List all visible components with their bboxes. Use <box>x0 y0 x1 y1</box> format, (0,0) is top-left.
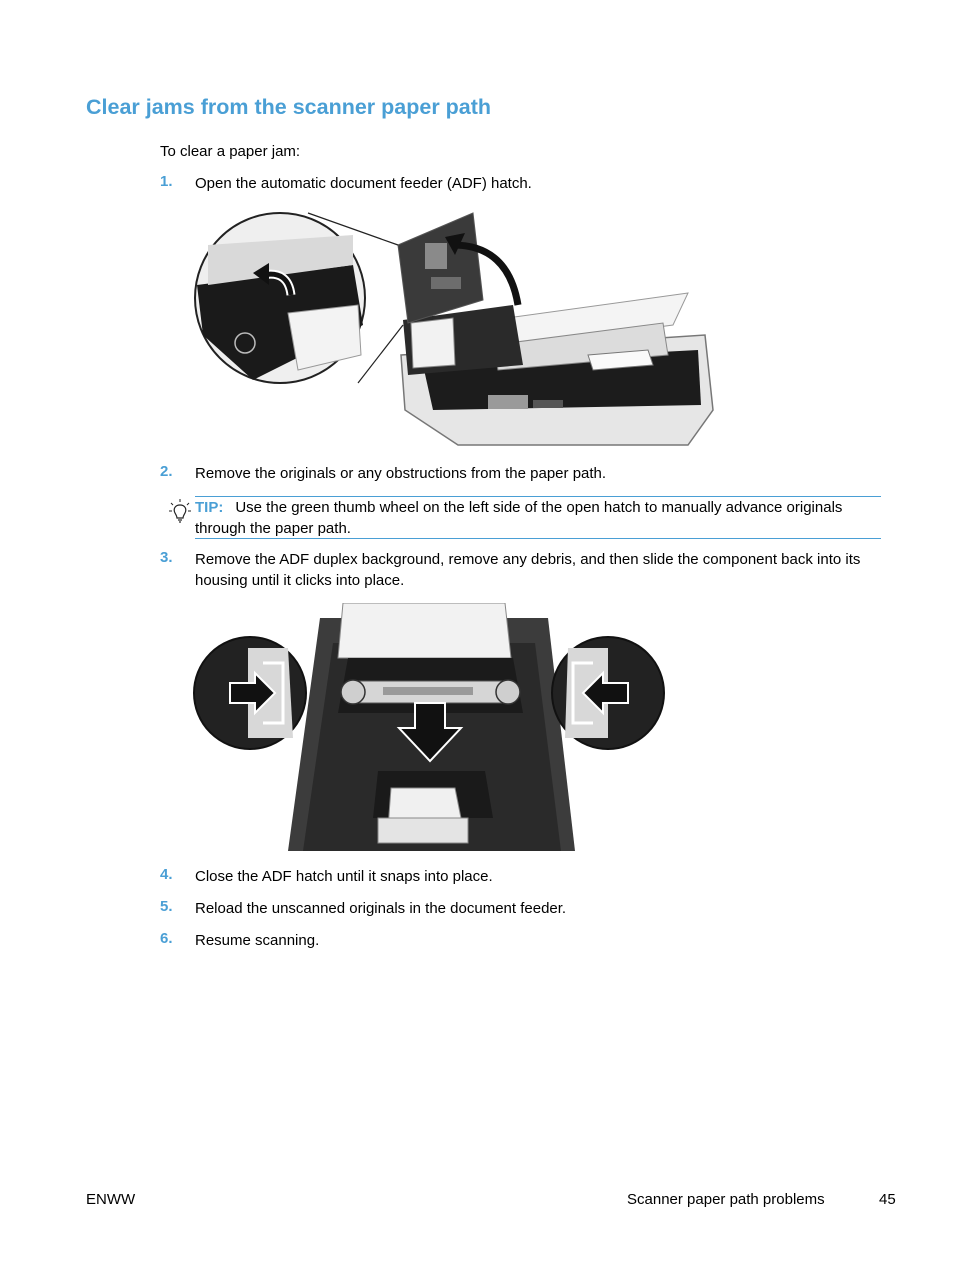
footer-section: Scanner paper path problems <box>627 1191 825 1208</box>
figure-adf-hatch-open <box>193 205 715 451</box>
step-3-text: Remove the ADF duplex background, remove any debris, and then slide the component back into its housing until it clicks into place. <box>195 551 861 589</box>
page-number: 45 <box>879 1191 896 1208</box>
step-2-number: 2. <box>160 463 173 480</box>
step-2-text: Remove the originals or any obstructions from the paper path. <box>195 465 607 482</box>
step-3-number: 3. <box>160 549 173 566</box>
tip-callout <box>195 496 881 539</box>
step-6-text: Resume scanning. <box>195 932 320 949</box>
step-5-number: 5. <box>160 898 173 915</box>
tip-label: TIP: <box>195 499 224 516</box>
footer-left: ENWW <box>86 1191 136 1208</box>
intro-text: To clear a paper jam: <box>160 143 301 160</box>
step-1-number: 1. <box>160 173 173 190</box>
step-1-text: Open the automatic document feeder (ADF) hatch. <box>195 175 532 192</box>
step-6-number: 6. <box>160 930 173 947</box>
step-5-text: Reload the unscanned originals in the document feeder. <box>195 900 567 917</box>
page-title: Clear jams from the scanner paper path <box>86 95 492 119</box>
lightbulb-icon <box>169 499 191 525</box>
tip-body <box>195 497 881 539</box>
step-4-text: Close the ADF hatch until it snaps into place. <box>195 868 493 885</box>
step-4-number: 4. <box>160 866 173 883</box>
figure-duplex-background <box>193 603 667 851</box>
tip-text: Use the green thumb wheel on the left side of the open hatch to manually advance originals through the paper path. <box>195 499 843 537</box>
